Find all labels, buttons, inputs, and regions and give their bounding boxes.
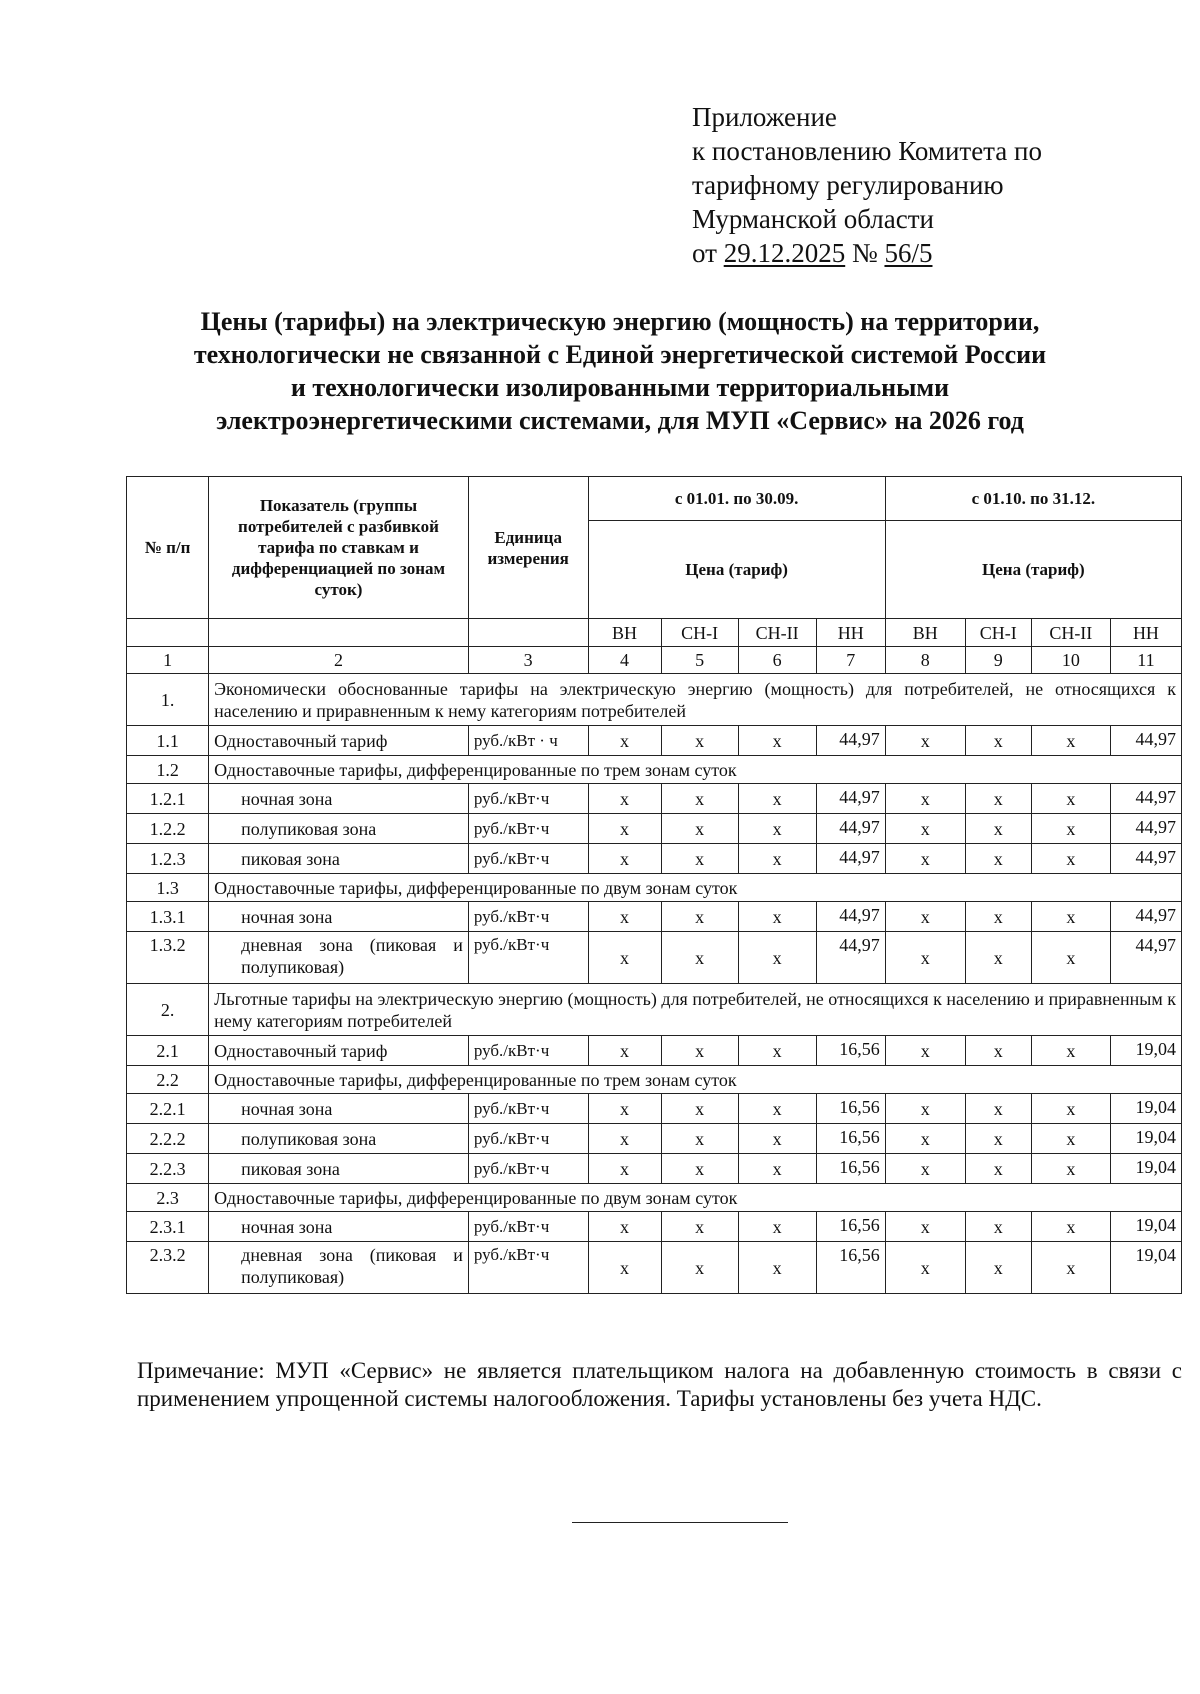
unit-cell: руб./кВт·ч	[468, 784, 588, 814]
indicator-name: Одноставочный тариф	[209, 726, 469, 756]
subsection-title: Одноставочные тарифы, дифференцированные по трем зонам суток	[209, 1066, 1182, 1094]
subsection-row	[127, 874, 1182, 902]
not-applicable-mark: х	[738, 844, 816, 874]
not-applicable-mark: х	[885, 1094, 965, 1124]
not-applicable-mark: х	[738, 784, 816, 814]
column-number: 6	[738, 647, 816, 674]
not-applicable-mark: х	[965, 1154, 1031, 1184]
not-applicable-mark: х	[661, 814, 738, 844]
row-number: 2.1	[127, 1036, 209, 1066]
document-title	[120, 305, 1120, 437]
tariff-value: 44,97	[816, 814, 885, 844]
not-applicable-mark: х	[588, 814, 661, 844]
header-price-2: Цена (тариф)	[885, 521, 1181, 619]
date-prefix: от	[692, 238, 724, 268]
not-applicable-mark: х	[738, 726, 816, 756]
header-price-1: Цена (тариф)	[588, 521, 885, 619]
not-applicable-mark: х	[661, 1036, 738, 1066]
not-applicable-mark: х	[965, 1124, 1031, 1154]
tariff-value: 44,97	[1110, 814, 1181, 844]
table-row	[127, 902, 1182, 932]
row-number: 1.2	[127, 756, 209, 784]
not-applicable-mark: х	[965, 814, 1031, 844]
section-title: Экономически обоснованные тарифы на электрическую энергию (мощность) для потребителей, не относящихся к населению и приравненным к нему категориям потребителей	[209, 674, 1182, 726]
column-number: 4	[588, 647, 661, 674]
tariff-value: 19,04	[1110, 1212, 1181, 1242]
indicator-name: полупиковая зона	[209, 1124, 469, 1154]
title-line-2: технологически не связанной с Единой энергетической системой России	[193, 340, 1047, 369]
unit-cell: руб./кВт·ч	[468, 1212, 588, 1242]
unit-cell: руб./кВт·ч	[468, 814, 588, 844]
row-number: 2.2	[127, 1066, 209, 1094]
not-applicable-mark: х	[661, 1154, 738, 1184]
not-applicable-mark: х	[885, 1154, 965, 1184]
tariff-value: 44,97	[816, 784, 885, 814]
section-row	[127, 674, 1182, 726]
tariff-value: 16,56	[816, 1036, 885, 1066]
not-applicable-mark: х	[965, 1036, 1031, 1066]
not-applicable-mark: х	[738, 814, 816, 844]
not-applicable-mark: х	[885, 784, 965, 814]
not-applicable-mark: х	[885, 844, 965, 874]
indicator-name: пиковая зона	[209, 1154, 469, 1184]
column-number: 1	[127, 647, 209, 674]
unit-cell: руб./кВт·ч	[468, 932, 588, 984]
row-number: 1.	[127, 674, 209, 726]
header-unit: Единица измерения	[468, 477, 588, 619]
column-number: 9	[965, 647, 1031, 674]
appendix-line-4: Мурманской области	[692, 204, 934, 234]
level-nn: НН	[816, 619, 885, 647]
not-applicable-mark: х	[885, 902, 965, 932]
not-applicable-mark: х	[588, 1154, 661, 1184]
not-applicable-mark: х	[885, 1242, 965, 1294]
table-row	[127, 1124, 1182, 1154]
not-applicable-mark: х	[965, 1242, 1031, 1294]
unit-cell: руб./кВт · ч	[468, 726, 588, 756]
table-row	[127, 726, 1182, 756]
decree-number: 56/5	[884, 238, 933, 268]
footnote: Примечание: МУП «Сервис» не является плательщиком налога на добавленную стоимость в связи с применением упрощенной системы налогообложения. Тарифы установлены без учета НДС.	[137, 1358, 1182, 1411]
section-title: Льготные тарифы на электрическую энергию (мощность) для потребителей, не относящихся к населению и приравненным к нему категориям потребителей	[209, 984, 1182, 1036]
header-period-1: с 01.01. по 30.09.	[588, 477, 885, 521]
not-applicable-mark: х	[1031, 1094, 1110, 1124]
not-applicable-mark: х	[661, 1242, 738, 1294]
not-applicable-mark: х	[661, 1212, 738, 1242]
end-divider	[572, 1522, 788, 1523]
not-applicable-mark: х	[588, 1124, 661, 1154]
indicator-name: полупиковая зона	[209, 814, 469, 844]
tariff-value: 44,97	[816, 902, 885, 932]
not-applicable-mark: х	[1031, 932, 1110, 984]
row-number: 1.3.2	[127, 932, 209, 984]
header-blank	[468, 619, 588, 647]
not-applicable-mark: х	[885, 1036, 965, 1066]
subsection-title: Одноставочные тарифы, дифференцированные по трем зонам суток	[209, 756, 1182, 784]
not-applicable-mark: х	[738, 1212, 816, 1242]
table-row	[127, 784, 1182, 814]
tariff-value: 16,56	[816, 1154, 885, 1184]
tariff-value: 44,97	[816, 932, 885, 984]
table-row	[127, 1212, 1182, 1242]
not-applicable-mark: х	[885, 1124, 965, 1154]
header-blank	[209, 619, 469, 647]
row-number: 2.3	[127, 1184, 209, 1212]
not-applicable-mark: х	[588, 1036, 661, 1066]
subsection-row	[127, 756, 1182, 784]
not-applicable-mark: х	[738, 1036, 816, 1066]
row-number: 1.2.2	[127, 814, 209, 844]
row-number: 2.3.1	[127, 1212, 209, 1242]
appendix-header	[692, 100, 1042, 270]
table-row	[127, 1036, 1182, 1066]
not-applicable-mark: х	[965, 1212, 1031, 1242]
tariff-table	[126, 476, 1182, 1294]
not-applicable-mark: х	[1031, 1154, 1110, 1184]
row-number: 1.3	[127, 874, 209, 902]
tariff-value: 44,97	[1110, 902, 1181, 932]
unit-cell: руб./кВт·ч	[468, 1242, 588, 1294]
column-number: 5	[661, 647, 738, 674]
not-applicable-mark: х	[885, 1212, 965, 1242]
not-applicable-mark: х	[1031, 1242, 1110, 1294]
not-applicable-mark: х	[738, 1094, 816, 1124]
not-applicable-mark: х	[965, 932, 1031, 984]
tariff-value: 19,04	[1110, 1036, 1181, 1066]
unit-cell: руб./кВт·ч	[468, 1154, 588, 1184]
header-blank	[127, 619, 209, 647]
not-applicable-mark: х	[1031, 814, 1110, 844]
indicator-name: ночная зона	[209, 1212, 469, 1242]
tariff-value: 19,04	[1110, 1094, 1181, 1124]
decree-date: 29.12.2025	[723, 238, 846, 268]
level-vn: ВН	[885, 619, 965, 647]
not-applicable-mark: х	[738, 932, 816, 984]
level-vn: ВН	[588, 619, 661, 647]
title-line-4: электроэнергетическими системами, для МУП «Сервис» на 2026 год	[216, 406, 1024, 435]
table-row	[127, 1242, 1182, 1294]
not-applicable-mark: х	[1031, 1036, 1110, 1066]
not-applicable-mark: х	[661, 844, 738, 874]
level-nn: НН	[1110, 619, 1181, 647]
not-applicable-mark: х	[1031, 726, 1110, 756]
not-applicable-mark: х	[588, 844, 661, 874]
not-applicable-mark: х	[1031, 784, 1110, 814]
row-number: 1.1	[127, 726, 209, 756]
row-number: 2.2.1	[127, 1094, 209, 1124]
not-applicable-mark: х	[588, 902, 661, 932]
column-numbers-row	[127, 647, 1182, 674]
appendix-line-3: тарифному регулированию	[692, 170, 1004, 200]
table-row	[127, 844, 1182, 874]
unit-cell: руб./кВт·ч	[468, 1094, 588, 1124]
not-applicable-mark: х	[588, 1242, 661, 1294]
unit-cell: руб./кВт·ч	[468, 1036, 588, 1066]
tariff-value: 16,56	[816, 1212, 885, 1242]
indicator-name: дневная зона (пиковая и полупиковая)	[209, 1242, 469, 1294]
tariff-value: 16,56	[816, 1124, 885, 1154]
tariff-value: 44,97	[1110, 932, 1181, 984]
row-number: 1.2.1	[127, 784, 209, 814]
subsection-row	[127, 1184, 1182, 1212]
not-applicable-mark: х	[661, 1124, 738, 1154]
row-number: 2.	[127, 984, 209, 1036]
row-number: 1.2.3	[127, 844, 209, 874]
row-number: 2.2.2	[127, 1124, 209, 1154]
column-number: 7	[816, 647, 885, 674]
tariff-table-body	[127, 674, 1182, 1294]
column-number: 8	[885, 647, 965, 674]
row-number: 2.3.2	[127, 1242, 209, 1294]
column-number: 3	[468, 647, 588, 674]
not-applicable-mark: х	[965, 902, 1031, 932]
header-num: № п/п	[127, 477, 209, 619]
not-applicable-mark: х	[885, 932, 965, 984]
not-applicable-mark: х	[661, 726, 738, 756]
not-applicable-mark: х	[965, 844, 1031, 874]
not-applicable-mark: х	[1031, 1212, 1110, 1242]
table-row	[127, 932, 1182, 984]
not-applicable-mark: х	[661, 932, 738, 984]
column-number: 2	[209, 647, 469, 674]
not-applicable-mark: х	[965, 784, 1031, 814]
not-applicable-mark: х	[885, 814, 965, 844]
indicator-name: ночная зона	[209, 902, 469, 932]
level-sn2: СН-II	[738, 619, 816, 647]
indicator-name: ночная зона	[209, 784, 469, 814]
row-number: 1.3.1	[127, 902, 209, 932]
not-applicable-mark: х	[1031, 844, 1110, 874]
tariff-value: 44,97	[816, 726, 885, 756]
subsection-title: Одноставочные тарифы, дифференцированные по двум зонам суток	[209, 1184, 1182, 1212]
appendix-line-2: к постановлению Комитета по	[692, 136, 1042, 166]
tariff-value: 16,56	[816, 1242, 885, 1294]
indicator-name: пиковая зона	[209, 844, 469, 874]
subsection-title: Одноставочные тарифы, дифференцированные по двум зонам суток	[209, 874, 1182, 902]
table-row	[127, 1154, 1182, 1184]
not-applicable-mark: х	[965, 1094, 1031, 1124]
not-applicable-mark: х	[738, 1124, 816, 1154]
unit-cell: руб./кВт·ч	[468, 902, 588, 932]
not-applicable-mark: х	[738, 1154, 816, 1184]
tariff-value: 19,04	[1110, 1242, 1181, 1294]
number-prefix: №	[845, 238, 885, 268]
table-row	[127, 1094, 1182, 1124]
tariff-value: 19,04	[1110, 1154, 1181, 1184]
tariff-value: 16,56	[816, 1094, 885, 1124]
not-applicable-mark: х	[965, 726, 1031, 756]
not-applicable-mark: х	[885, 726, 965, 756]
not-applicable-mark: х	[661, 784, 738, 814]
unit-cell: руб./кВт·ч	[468, 1124, 588, 1154]
not-applicable-mark: х	[738, 1242, 816, 1294]
subsection-row	[127, 1066, 1182, 1094]
tariff-value: 19,04	[1110, 1124, 1181, 1154]
indicator-name: ночная зона	[209, 1094, 469, 1124]
not-applicable-mark: х	[661, 1094, 738, 1124]
level-sn2: СН-II	[1031, 619, 1110, 647]
not-applicable-mark: х	[588, 932, 661, 984]
level-sn1: СН-I	[661, 619, 738, 647]
not-applicable-mark: х	[588, 726, 661, 756]
row-number: 2.2.3	[127, 1154, 209, 1184]
header-period-2: с 01.10. по 31.12.	[885, 477, 1181, 521]
header-indicator: Показатель (группы потребителей с разбивкой тарифа по ставкам и дифференциацией по зонам суток)	[209, 477, 469, 619]
column-number: 11	[1110, 647, 1181, 674]
not-applicable-mark: х	[588, 1094, 661, 1124]
not-applicable-mark: х	[588, 784, 661, 814]
appendix-line-1: Приложение	[692, 102, 837, 132]
title-line-3: и технологически изолированными территориальными	[290, 373, 950, 402]
indicator-name: дневная зона (пиковая и полупиковая)	[209, 932, 469, 984]
title-line-1: Цены (тарифы) на электрическую энергию (мощность) на территории,	[200, 307, 1040, 336]
appendix-date-line	[692, 236, 1042, 270]
tariff-value: 44,97	[1110, 784, 1181, 814]
table-row	[127, 814, 1182, 844]
tariff-value: 44,97	[816, 844, 885, 874]
column-number: 10	[1031, 647, 1110, 674]
unit-cell: руб./кВт·ч	[468, 844, 588, 874]
not-applicable-mark: х	[1031, 902, 1110, 932]
level-sn1: СН-I	[965, 619, 1031, 647]
tariff-value: 44,97	[1110, 726, 1181, 756]
tariff-value: 44,97	[1110, 844, 1181, 874]
not-applicable-mark: х	[661, 902, 738, 932]
section-row	[127, 984, 1182, 1036]
not-applicable-mark: х	[738, 902, 816, 932]
indicator-name: Одноставочный тариф	[209, 1036, 469, 1066]
not-applicable-mark: х	[1031, 1124, 1110, 1154]
not-applicable-mark: х	[588, 1212, 661, 1242]
